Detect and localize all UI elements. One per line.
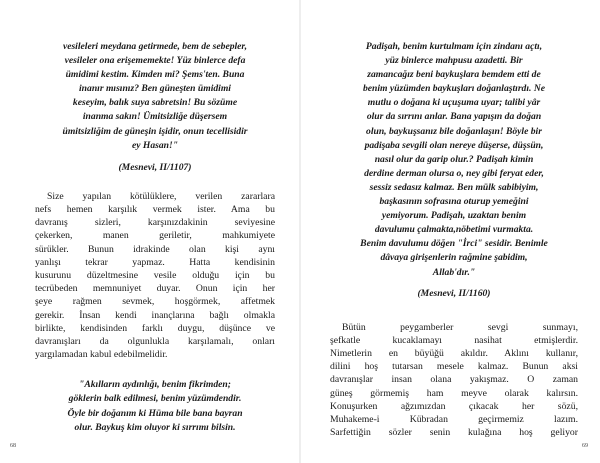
prose-line: davranış sizleri, karşınızdakinin seviyesine	[35, 217, 275, 229]
verse-line: Allab'dır."	[432, 266, 476, 278]
verse-line: nasıl olur da garip olur.? Padişah kimin	[374, 153, 534, 165]
left-verse-top	[35, 40, 275, 153]
verse-line: ey Hasan!"	[131, 139, 179, 151]
verse-line: Benim davulumu döğen "İrci" sesidir. Benimle	[360, 238, 548, 250]
verse-line: inanma sakın! Ümitsizliğe düşersem	[82, 111, 228, 123]
verse-line: padişaba sevgili olan nereye düşerse, düşsün,	[364, 139, 544, 151]
verse-line: Padişah, benim kurtulmam için zindanı açtı,	[365, 41, 543, 52]
verse-line: "Akılların aydınlığı, benim fikrimden;	[79, 379, 231, 391]
left-verse-bottom	[35, 378, 275, 434]
verse-line: benim yüzümden baykuşları doğanlaştırdı. Ne	[362, 83, 546, 95]
prose-line: davranışları da olgunlukla karşılamalı, onları	[35, 335, 275, 347]
prose-line: yargılamadan kabul edebilmelidir.	[35, 349, 168, 361]
verse-line: zamancağız beni baykuşlara bemdem etti de	[367, 69, 541, 81]
left-page-number: 68	[10, 443, 16, 449]
right-prose	[330, 321, 578, 440]
verse-line: davulumu çalmakta,nöbetimi vurmakta.	[374, 224, 534, 236]
verse-line: mutlu o doğana ki uçuşuma uyar; talibi yâr	[367, 97, 541, 109]
prose-line: birlikte, kendisinden farklı duygu, düşünce ve	[35, 322, 275, 334]
prose-line: güneş görmemiş ham meyve olarak kalırsın.	[330, 387, 578, 399]
left-citation: (Mesnevi, II/1107)	[118, 161, 192, 173]
prose-line: şeye rağmen sevmek, hoşgörmek, affetmek	[35, 296, 275, 308]
verse-line: olur. Baykuş kim oluyor ki sırrımı bilsin.	[74, 421, 236, 433]
prose-line: kusurunu düzeltmesine vesile olduğu için bu	[35, 269, 275, 281]
left-prose	[35, 190, 275, 362]
verse-line: Öyle bir doğanım ki Hüma bile bana bayran	[67, 407, 243, 419]
prose-line: tecrübeden memnuniyet duyar. Onun için her	[35, 283, 275, 295]
right-page-number: 69	[582, 443, 588, 449]
prose-line: davranışlar insan olana yakışmaz. O zaman	[330, 374, 578, 386]
prose-line: yanlışı tekrar yapmaz. Hatta kendisinin	[35, 256, 275, 268]
prose-line: Bütün peygamberler sevgi sunmayı,	[342, 321, 578, 333]
prose-line: şefkatle kucaklamayı nasihat etmişlerdir.	[330, 334, 578, 346]
right-page-column	[330, 40, 578, 439]
verse-line: olun, baykuşsanız bile doğanlaşın! Böyle bir	[366, 125, 542, 137]
prose-line: Muhakeme-i Kübradan geçirmemiz lazım.	[330, 414, 578, 426]
verse-line: vesileler ona erişememekte! Yüz binlerce defa	[64, 55, 246, 67]
verse-line: başkasının sofrasına oturup yemeğini	[379, 196, 529, 208]
prose-line: gerekir. İnsan kendi inançlarına bağlı olmakla	[35, 309, 275, 321]
verse-line: ümitsizliğim de güneşin işidir, onun tecellisidir	[62, 125, 248, 137]
verse-line: göklerin balk edilmesi, benim yüzümdendir.	[68, 393, 242, 405]
verse-line: inanır mısınız? Ben güneşten ümidimi	[79, 83, 231, 95]
left-page-column	[35, 40, 275, 435]
prose-line: Nimetlerin en büyüğü akıldır. Aklını kullanır,	[330, 348, 578, 359]
right-verse-top	[330, 40, 578, 280]
prose-line: çekerken, manen geriletir, mahkumiyete	[35, 230, 275, 242]
verse-line: yüz binlerce mahpusu azadetti. Bir	[385, 55, 523, 67]
verse-line: olur da sırrını anlar. Bana yapışın da doğan	[366, 111, 542, 123]
verse-line: keseyim, balık suya sabretsin! Bu sözüme	[72, 97, 238, 109]
prose-line: Size yapılan kötülüklere, verilen zararlara	[47, 190, 275, 202]
prose-line: sürükler. Bunun idrakinde olan kişi aynı	[35, 243, 275, 255]
verse-line: ümidimi kestim. Kimden mi? Şems'ten. Buna	[65, 69, 245, 81]
verse-line: yemiyorum. Padişah, uzaktan benim	[381, 210, 527, 222]
prose-line: dilini hoş tutarsan mesele kalmaz. Bunun aksi	[330, 361, 578, 373]
verse-line: vesileleri meydana getirmede, bem de sebepler,	[62, 41, 248, 52]
verse-line: dâvaya girişenlerin rağmine şabidim,	[380, 252, 528, 264]
verse-line: derdine derman olursa o, ney gibi feryat eder,	[364, 167, 544, 179]
verse-line: sessiz sedasız kalmaz. Ben mülk sabibiyim,	[369, 181, 539, 193]
prose-line: Konuşurken ağzımızdan çıkacak her sözü,	[330, 400, 578, 412]
right-page	[300, 0, 600, 463]
prose-line: Sarfettiğin sözler senin kulağına hoş geliyor	[330, 427, 578, 439]
right-citation: (Mesnevi, II/1160)	[417, 287, 491, 299]
prose-line: nefs hemen karşılık vermek ister. Ama bu	[35, 203, 275, 215]
